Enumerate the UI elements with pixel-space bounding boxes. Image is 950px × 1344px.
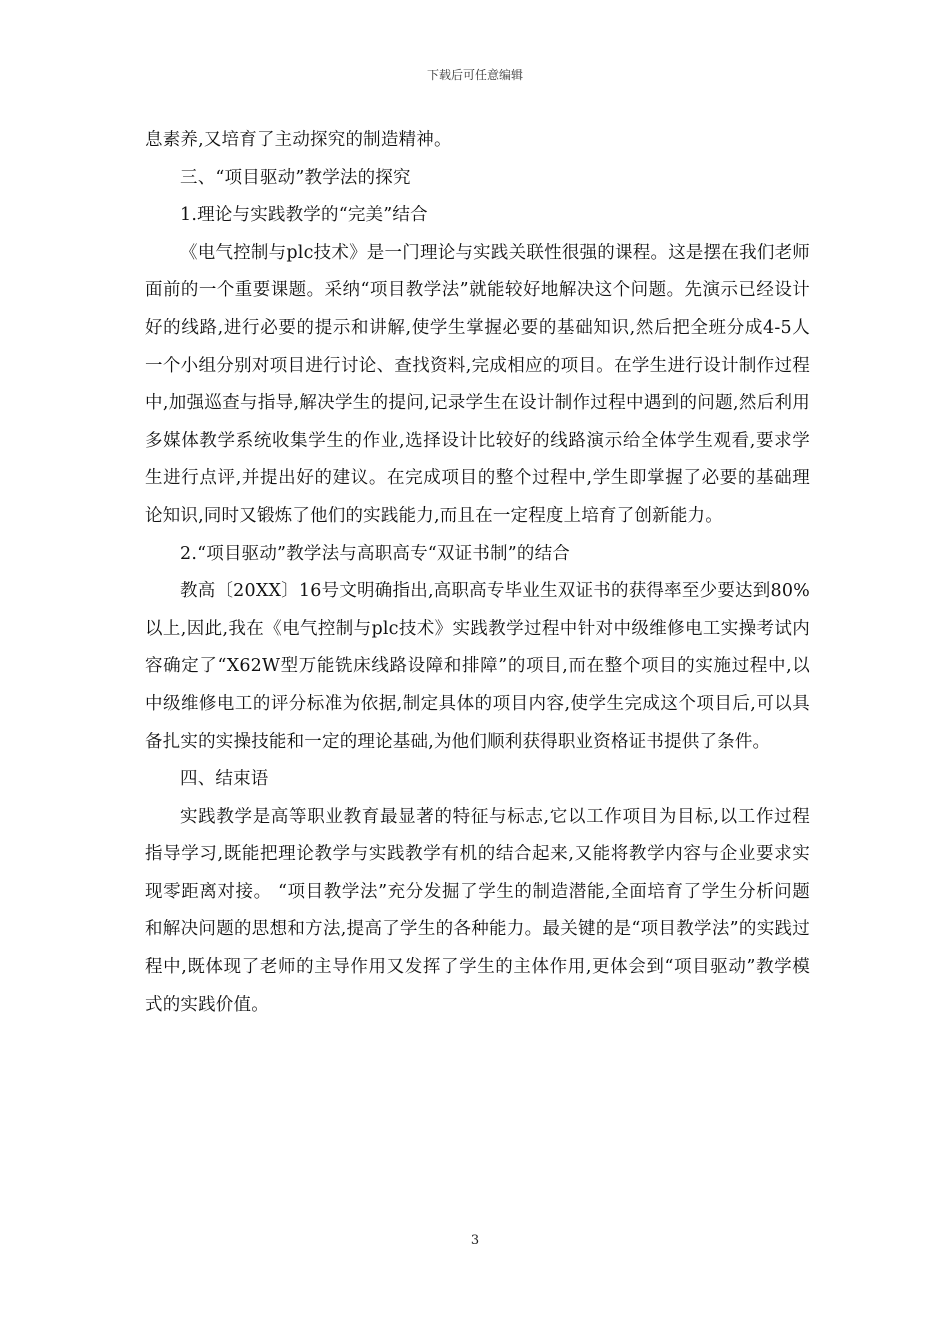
paragraph-conclusion: 实践教学是高等职业教育最显著的特征与标志,它以工作项目为目标,以工作过程指导学习,既能把理论教学与实践教学有机的结合起来,又能将教学内容与企业要求实现零距离对接。 “项目教学法”充分发掘了学生的制造潜能,全面培育了学生分析问题和解决问题的思想和方法,提高了学生的各种能力。最关键的是“项目教学法”的实践过程中,既体现了老师的主导作用又发挥了学生的主体作用,更体会到“项目驱动”教学模式的实践价值。 [145, 806, 810, 1015]
subsection-heading-1: 1.理论与实践教学的“完美”结合 [180, 205, 428, 226]
paragraph-theory-practice: 《电气控制与plc技术》是一门理论与实践关联性很强的课程。这是摆在我们老师面前的一个重要课题。采纳“项目教学法”就能较好地解决这个问题。先演示已经设计好的线路,进行必要的提示和讲解,使学生掌握必要的基础知识,然后把全班分成4-5人一个小组分别对项目进行讨论、查找资料,完成相应的项目。在学生进行设计制作过程中,加强巡查与指导,解决学生的提问,记录学生在设计制作过程中遇到的问题,然后利用多媒体教学系统收集学生的作业,选择设计比较好的线路演示给全体学生观看,要求学生进行点评,并提出好的建议。在完成项目的整个过程中,学生即掌握了必要的基础理论知识,同时又锻炼了他们的实践能力,而且在一定程度上培育了创新能力。 [145, 242, 810, 526]
page-number: 3 [470, 1233, 480, 1248]
subsection-heading-2: 2.“项目驱动”教学法与高职高专“双证书制”的结合 [180, 543, 570, 564]
section-heading-3: 三、“项目驱动”教学法的探究 [180, 167, 411, 188]
paragraph-dual-certificate: 教高〔20XX〕16号文明确指出,高职高专毕业生双证书的获得率至少要达到80%以上,因此,我在《电气控制与plc技术》实践教学过程中针对中级维修电工实操考试内容确定了“X62W型万能铣床线路设障和排障”的项目,而在整个项目的实施过程中,以中级维修电工的评分标准为依据,制定具体的项目内容,使学生完成这个项目后,可以具备扎实的实操技能和一定的理论基础,为他们顺利获得职业资格证书提供了条件。 [145, 581, 810, 752]
section-heading-4: 四、结束语 [180, 769, 269, 790]
document-body [145, 122, 810, 1024]
page-header: 下载后可任意编辑 [426, 68, 523, 82]
paragraph-continuation: 息素养,又培育了主动探究的制造精神。 [145, 130, 452, 150]
